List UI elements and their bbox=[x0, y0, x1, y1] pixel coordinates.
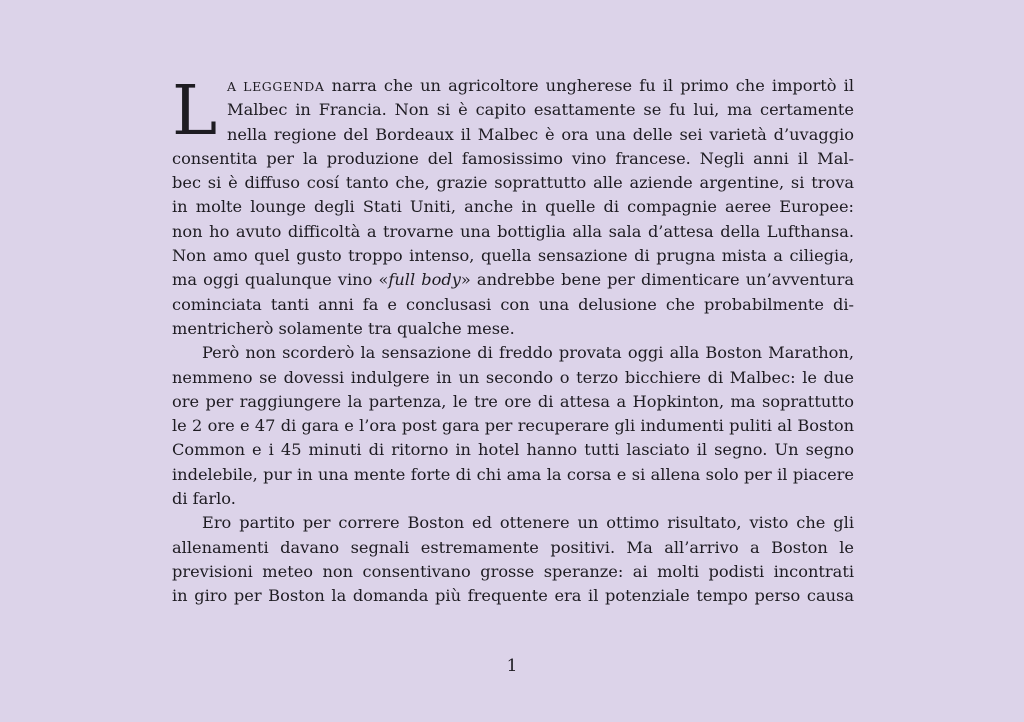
text-line bbox=[172, 268, 854, 292]
text-line: nella regione del Bordeaux il Malbec è ora una delle sei varietà d’uvaggio bbox=[227, 124, 854, 144]
text-line: nemmeno se dovessi indulgere in un secondo o terzo bicchiere di Malbec: le due bbox=[172, 367, 854, 387]
page-number: 1 bbox=[506, 656, 518, 676]
text-line: indelebile, pur in una mente forte di chi ama la corsa e si allena solo per il piacere bbox=[172, 464, 854, 484]
text-line: mentricherò solamente tra qualche mese. bbox=[172, 318, 515, 338]
opening-smallcaps: A LEGGENDA bbox=[227, 79, 325, 94]
text-line: Malbec in Francia. Non si è capito esattamente se fu lui, ma certamente bbox=[227, 100, 854, 120]
text-line: ore per raggiungere la partenza, le tre ore di attesa a Hopkinton, ma soprattutto bbox=[172, 391, 854, 411]
text-line: le 2 ore e 47 di gara e l’ora post gara per recuperare gli indumenti puliti al Boston bbox=[172, 416, 854, 436]
text-line: bec si è diffuso cosí tanto che, grazie soprattutto alle aziende argentine, si trova bbox=[172, 173, 854, 193]
body-text bbox=[172, 74, 854, 609]
drop-cap: L bbox=[172, 72, 218, 151]
text-line: allenamenti davano segnali estremamente positivi. Ma all’arrivo a Boston le bbox=[172, 537, 854, 557]
text-line: non ho avuto difficoltà a trovarne una bottiglia alla sala d’attesa della Lufthansa. bbox=[172, 221, 854, 241]
text-line: in giro per Boston la domanda più frequente era il potenziale tempo perso causa bbox=[172, 586, 854, 606]
text-line: di farlo. bbox=[172, 489, 236, 509]
line-text: ma oggi qualunque vino « bbox=[172, 270, 389, 290]
text-line: consentita per la produzione del famosissimo vino francese. Negli anni il Mal- bbox=[172, 148, 854, 168]
text-line: Common e i 45 minuti di ritorno in hotel hanno tutti lasciato il segno. Un segno bbox=[172, 440, 854, 460]
line-text: » andrebbe bene per dimenticare un’avventura bbox=[460, 270, 854, 290]
text-line: Però non scorderò la sensazione di freddo provata oggi alla Boston Marathon, bbox=[202, 343, 854, 363]
italic-phrase: full body bbox=[388, 270, 461, 290]
text-line: in molte lounge degli Stati Uniti, anche in quelle di compagnie aeree Europee: bbox=[172, 197, 854, 217]
line-text: narra che un agricoltore ungherese fu il primo che importò il bbox=[324, 76, 854, 95]
text-line: cominciata tanti anni fa e conclusasi con una delusione che probabilmente di- bbox=[172, 294, 854, 314]
text-line: Ero partito per correre Boston ed ottenere un ottimo risultato, visto che gli bbox=[202, 513, 854, 533]
text-line bbox=[172, 74, 854, 98]
text-line: previsioni meteo non consentivano grosse speranze: ai molti podisti incontrati bbox=[172, 561, 854, 581]
text-line: Non amo quel gusto troppo intenso, quella sensazione di prugna mista a ciliegia, bbox=[172, 246, 854, 266]
